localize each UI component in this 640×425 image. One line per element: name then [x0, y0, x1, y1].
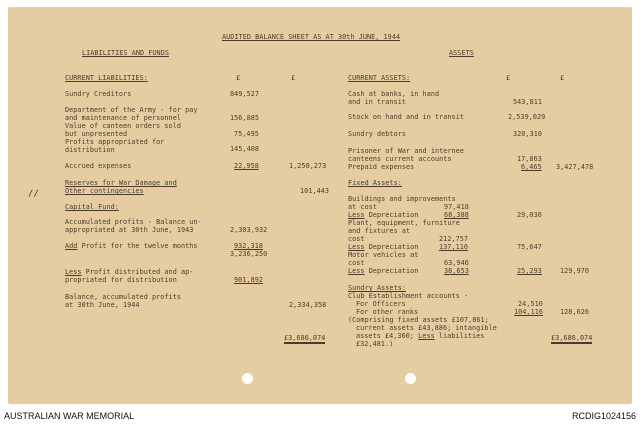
currency-symbol: £ [560, 74, 565, 82]
sundry-assets-title: Sundry Assets: [348, 284, 406, 292]
sundry-creditors-amount: 849,527 [230, 90, 259, 98]
depreciation-text: Depreciation [364, 211, 419, 219]
punch-hole [242, 373, 253, 384]
margin-mark: // [28, 189, 39, 199]
plant-depreciation: 137,110 [439, 243, 468, 251]
buildings-net: 29,030 [517, 211, 542, 219]
prepaid-label: Prepaid expenses [348, 163, 415, 171]
footer-bar [0, 405, 640, 425]
club-label: Club Establishment accounts - [348, 292, 469, 300]
pow-label-line1: Prisoner of War and internee [348, 147, 464, 155]
less-word: Less [348, 267, 365, 275]
add-profit-label [65, 243, 198, 250]
reserves-label-line1: Reserves for War Damage and [65, 179, 177, 187]
less-word: Less [348, 243, 365, 251]
reserves-label-line2: Other contingencies [65, 187, 144, 195]
buildings-cost: 97,418 [444, 203, 469, 211]
currency-symbol: £ [291, 74, 296, 82]
stock-amount: 2,539,029 [508, 113, 546, 121]
accumulated-label-line1: Accumulated profits - Balance un- [65, 218, 202, 226]
note-liabilities: liabilities [434, 332, 485, 340]
plant-net: 75,647 [517, 243, 542, 251]
current-assets-total: 3,427,478 [556, 163, 594, 171]
canteen-orders-label-line1: Value of canteen orders sold [65, 122, 181, 130]
footer-record-id: RCDIG1024156 [571, 411, 636, 421]
document-title: AUDITED BALANCE SHEET AS AT 30th JUNE, 1944 [222, 33, 401, 41]
pow-label-line2: canteens current accounts [348, 155, 452, 163]
accumulated-amount: 2,303,932 [230, 226, 268, 234]
fixed-assets-total: 129,970 [560, 267, 589, 275]
accrued-expenses-amount: 22,958 [234, 162, 259, 170]
note-line2: current assets £43,886; intangible [356, 324, 497, 332]
profits-appropriated-amount: 145,408 [230, 145, 259, 153]
motor-depreciation: 38,653 [444, 267, 469, 275]
note-line4: £32,481.) [356, 340, 394, 348]
profits-appropriated-label-line2: distribution [65, 146, 115, 154]
profits-appropriated-label-line1: Profits appropriated for [65, 138, 165, 146]
balance-amount: 2,334,358 [289, 301, 327, 309]
stock-label: Stock on hand and in transit [348, 113, 464, 121]
dept-army-amount: 156,885 [230, 114, 259, 122]
motor-label-line2: cost [348, 259, 365, 267]
liabilities-grand-total: £3,686,074 [284, 334, 326, 342]
sundry-creditors-label: Sundry Creditors [65, 90, 132, 98]
less-profit-label-line1 [65, 269, 193, 276]
officers-amount: 24,510 [518, 300, 543, 308]
note-less-word: Less [418, 332, 435, 340]
debtors-label: Sundry debtors [348, 130, 406, 138]
less-word: Less [348, 211, 365, 219]
motor-depreciation-label [348, 268, 418, 275]
plant-label-line2: and fixtures at [348, 227, 411, 235]
pow-amount: 17,863 [517, 155, 542, 163]
balance-label-line1: Balance, accumulated profits [65, 293, 181, 301]
prepaid-amount: 6,465 [521, 163, 542, 171]
depreciation-text: Depreciation [364, 267, 419, 275]
capital-fund-title: Capital Fund: [65, 203, 119, 211]
add-profit-amount: 932,318 [234, 242, 263, 250]
punch-hole [405, 373, 416, 384]
motor-label-line1: Motor vehicles at [348, 251, 419, 259]
officers-label: For Officers [356, 300, 406, 308]
dept-army-label-line1: Department of the Army - for pay [65, 106, 198, 114]
ranks-label: For other ranks [356, 308, 419, 316]
currency-symbol: £ [236, 74, 241, 82]
accumulated-label-line2: appropriated at 30th June, 1943 [65, 226, 194, 234]
motor-cost: 63,946 [444, 259, 469, 267]
assets-grand-total: £3,686,074 [551, 334, 593, 342]
add-word: Add [65, 242, 78, 250]
less-profit-label-line2: propriated for distribution [65, 276, 177, 284]
buildings-label-line1: Buildings and improvements [348, 195, 456, 203]
document-sheet [8, 7, 632, 404]
buildings-depreciation-label [348, 212, 418, 219]
plant-depreciation-label [348, 244, 418, 251]
add-profit-text: Profit for the twelve months [77, 242, 198, 250]
debtors-amount: 320,310 [513, 130, 542, 138]
footer-credit: AUSTRALIAN WAR MEMORIAL [4, 411, 135, 421]
current-liabilities-title: CURRENT LIABILITIES: [65, 74, 148, 82]
sundry-assets-total: 128,626 [560, 308, 589, 316]
reserves-amount: 101,443 [300, 187, 329, 195]
accrued-expenses-label: Accrued expenses [65, 162, 132, 170]
currency-symbol: £ [506, 74, 511, 82]
canteen-orders-label-line2: but unpresented [65, 130, 128, 138]
depreciation-text: Depreciation [364, 243, 419, 251]
less-word: Less [65, 268, 82, 276]
liabilities-heading: LIABILITIES AND FUNDS [82, 49, 169, 57]
cash-label-line1: Cash at banks, in hand [348, 90, 440, 98]
cash-label-line2: and in transit [348, 98, 406, 106]
motor-net: 25,293 [517, 267, 542, 275]
note-intangible: assets £4,360; [356, 332, 414, 340]
balance-label-line2: at 30th June, 1944 [65, 301, 140, 309]
less-profit-text: Profit distributed and ap- [81, 268, 194, 276]
capital-subtotal: 3,236,250 [230, 250, 268, 258]
less-profit-amount: 901,892 [234, 276, 263, 284]
ranks-amount: 104,116 [514, 308, 543, 316]
note-line1: (Comprising fixed assets £107,861; [348, 316, 489, 324]
note-line3 [356, 333, 484, 340]
fixed-assets-title: Fixed Assets: [348, 179, 402, 187]
plant-label-line3: cost [348, 235, 365, 243]
plant-cost: 212,757 [439, 235, 468, 243]
current-liabilities-total: 1,250,273 [289, 162, 327, 170]
canteen-orders-amount: 75,495 [234, 130, 259, 138]
cash-amount: 543,811 [513, 98, 542, 106]
plant-label-line1: Plant, equipment, furniture [348, 219, 460, 227]
current-assets-title: CURRENT ASSETS: [348, 74, 411, 82]
dept-army-label-line2: and maintenance of personnel [65, 114, 181, 122]
assets-heading: ASSETS [449, 49, 474, 57]
buildings-depreciation: 68,388 [444, 211, 469, 219]
buildings-label-line2: at cost [348, 203, 377, 211]
